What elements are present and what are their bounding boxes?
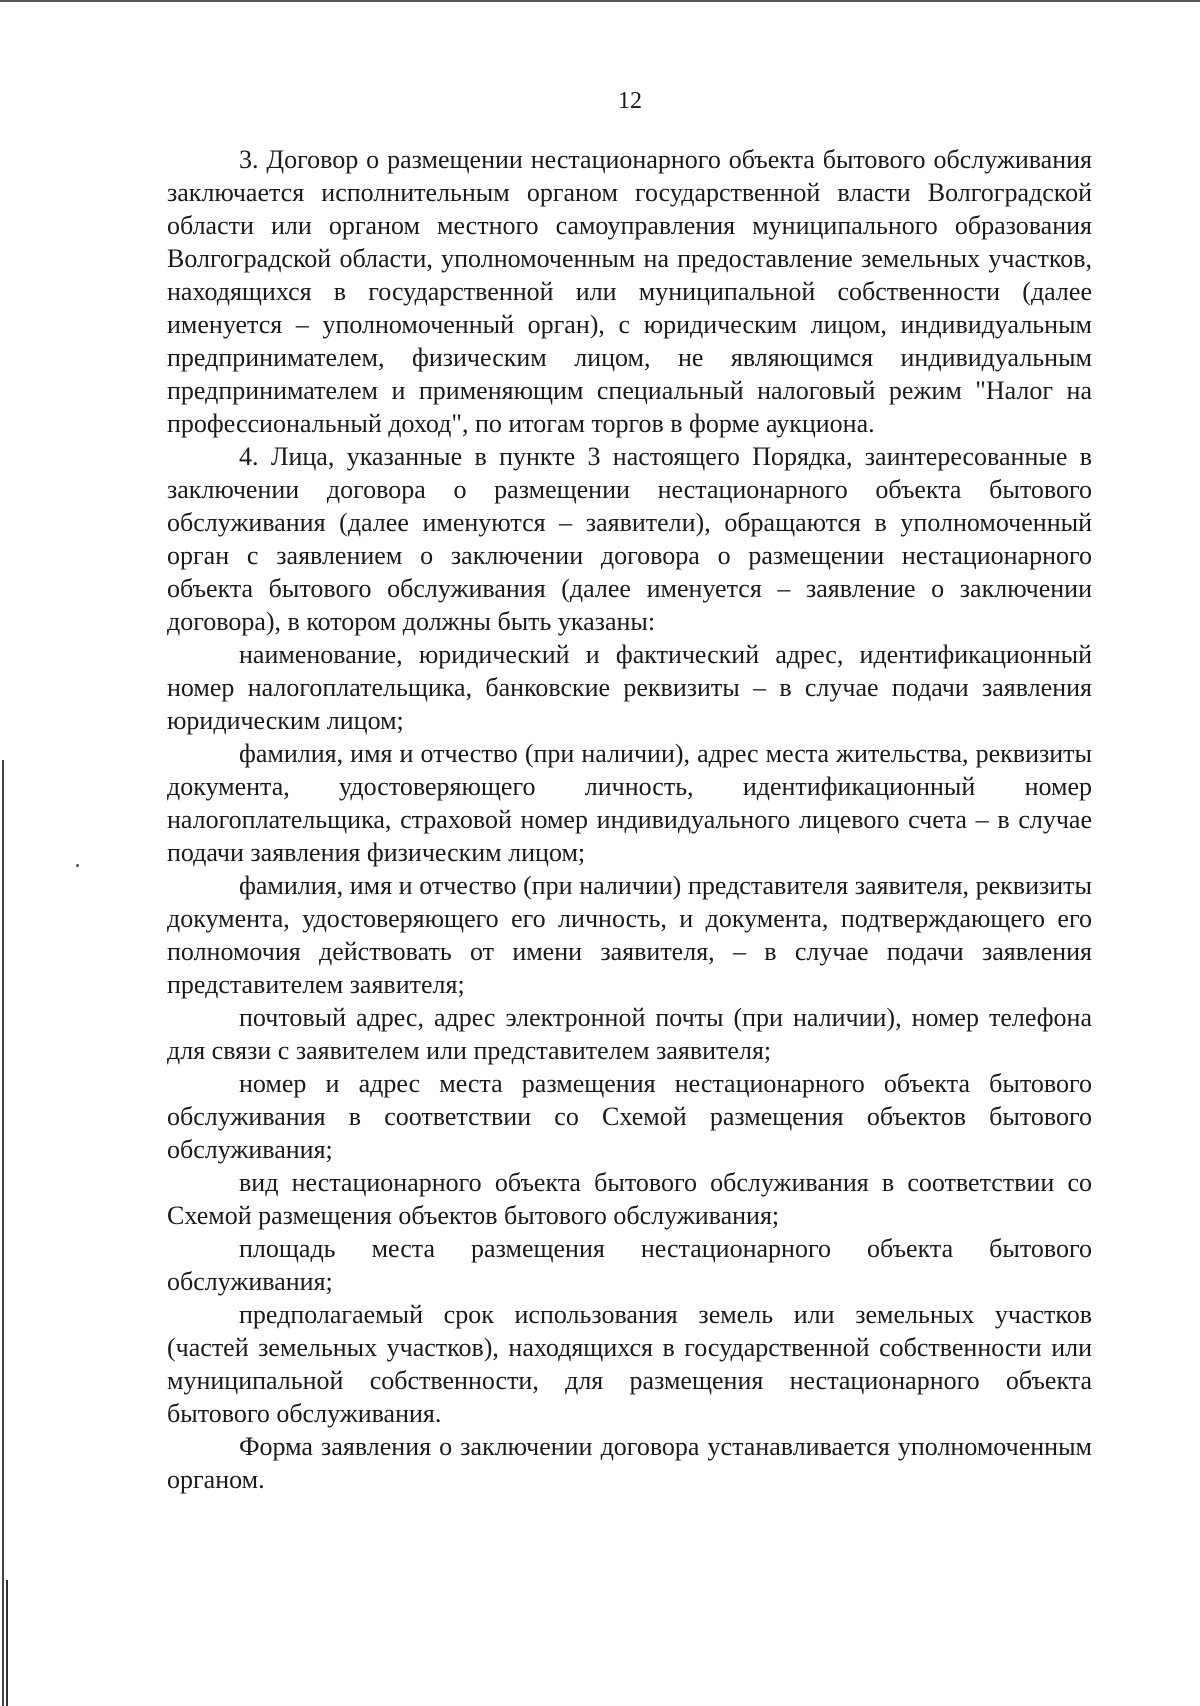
scan-edge-left-inner — [6, 1580, 8, 1706]
page-number: 12 — [618, 88, 642, 114]
scan-edge-left — [2, 760, 4, 1706]
list-item-object-type: вид нестационарного объекта бытового обслуживания в соответствии со Схемой размещения объектов бытового обслуживания; — [167, 1168, 1092, 1230]
paragraph-clause-3: 3. Договор о размещении нестационарного объекта бытового обслуживания заключается исполнительным органом государственной власти Волгоградской области или органом местного самоуправления муниципального образования Волгоградской области, уполномоченным на предоставление земельных участков, находящихся в государственной или муниципальной собственности (далее именуется – уполномоченный орган), с юридическим лицом, индивидуальным предпринимателем, физическим лицом, не являющимся индивидуальным предпринимателем и применяющим специальный налоговый режим "Налог на профессиональный доход", по итогам торгов в форме аукциона. — [167, 145, 1092, 438]
paragraph-application-form: Форма заявления о заключении договора устанавливается уполномоченным органом. — [167, 1432, 1092, 1494]
list-item-placement-address: номер и адрес места размещения нестационарного объекта бытового обслуживания в соответствии со Схемой размещения объектов бытового обслуживания; — [167, 1069, 1092, 1164]
list-item-placement-area: площадь места размещения нестационарного объекта бытового обслуживания; — [167, 1234, 1092, 1296]
list-item-contacts: почтовый адрес, адрес электронной почты (при наличии), номер телефона для связи с заявителем или представителем заявителя; — [167, 1003, 1092, 1065]
list-item-representative: фамилия, имя и отчество (при наличии) представителя заявителя, реквизиты документа, удостоверяющего его личность, и документа, подтверждающего его полномочия действовать от имени заявителя, – в случае подачи заявления представителем заявителя; — [167, 871, 1092, 999]
paragraph-clause-4: 4. Лица, указанные в пункте 3 настоящего Порядка, заинтересованные в заключении договора о размещении нестационарного объекта бытового обслуживания (далее именуются – заявители), обращаются в уполномоченный орган с заявлением о заключении договора о размещении нестационарного объекта бытового обслуживания (далее именуется – заявление о заключении договора), в котором должны быть указаны: — [167, 442, 1092, 636]
scan-edge-top — [0, 0, 1200, 2]
document-body — [167, 143, 1092, 1496]
list-item-legal-entity: наименование, юридический и фактический адрес, идентификационный номер налогоплательщика, банковские реквизиты – в случае подачи заявления юридическим лицом; — [167, 640, 1092, 735]
scan-speck — [76, 864, 79, 867]
list-item-individual: фамилия, имя и отчество (при наличии), адрес места жительства, реквизиты документа, удостоверяющего личность, идентификационный номер налогоплательщика, страховой номер индивидуального лицевого счета – в случае подачи заявления физическим лицом; — [167, 739, 1092, 867]
list-item-usage-term: предполагаемый срок использования земель или земельных участков (частей земельных участков), находящихся в государственной собственности или муниципальной собственности, для размещения нестационарного объекта бытового обслуживания. — [167, 1300, 1092, 1428]
